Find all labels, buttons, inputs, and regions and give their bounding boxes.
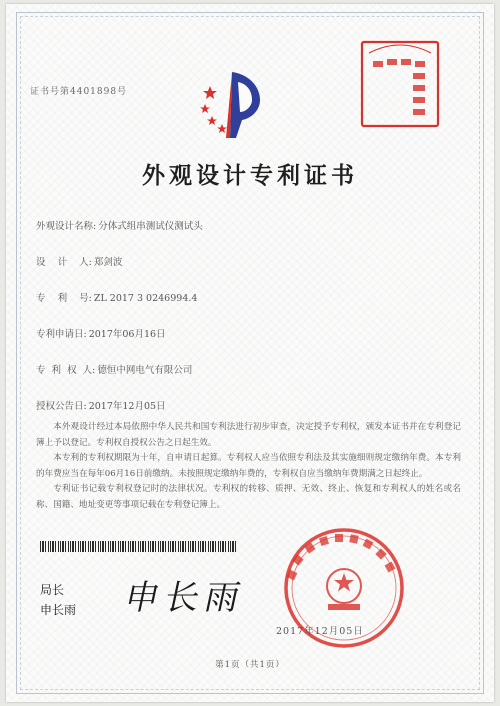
grant-date-row [36, 398, 166, 412]
designer-row [36, 254, 122, 268]
filing-date-value: 2017年06月16日 [88, 329, 166, 340]
director-name: 申长雨 [40, 603, 77, 617]
designer-value: 郑剑波 [93, 257, 123, 268]
patentee-label: 专 利 权 人: [36, 365, 96, 376]
body-paragraph-2: 本专利的专利权期限为十年，自申请日起算。专利权人应当依照专利法及其实施细则规定缴纳年费。本专利的年费应当在每年06月16日前缴纳。未按照规定缴纳年费的，专利权自应当缴纳年费期满之日起终止。 [36, 453, 461, 479]
filing-date-row [36, 326, 166, 340]
patent-number-value: ZL 2017 3 0246994.4 [93, 293, 198, 304]
designer-label: 设 计 人: [36, 257, 92, 268]
certificate-number: 证书号第4401898号 [30, 87, 128, 97]
patent-special-seal-icon [359, 39, 441, 129]
body-paragraph-3: 专利证书记载专利权登记时的法律状况。专利权的转移、质押、无效、终止、恢复和专利权人的姓名或名称、国籍、地址变更等事项记载在专利登记簿上。 [36, 484, 461, 510]
patentee-row [36, 362, 192, 376]
director-signature: 申长雨 [121, 578, 250, 618]
patent-number-row [36, 290, 197, 304]
grant-date-value: 2017年12月05日 [88, 401, 166, 412]
design-name-label: 外观设计名称: [36, 221, 97, 232]
page-footer: 第1页（共1页） [215, 660, 285, 670]
patent-number-label: 专 利 号: [36, 293, 92, 304]
design-name-value: 分体式组串测试仪测试头 [98, 221, 203, 232]
barcode [40, 541, 238, 552]
sipo-logo-icon [196, 64, 276, 144]
certificate-page [6, 4, 494, 702]
grant-date-label: 授权公告日: [36, 401, 87, 412]
issue-date: 2017年12月05日 [276, 626, 364, 637]
director-title: 局长 [40, 583, 65, 597]
director-block [40, 580, 76, 620]
design-name-row [36, 218, 203, 232]
patentee-value: 德恒中网电气有限公司 [97, 365, 193, 376]
body-paragraph-1: 本外观设计经过本局依照中华人民共和国专利法进行初步审查，决定授予专利权，颁发本证书并在专利登记簿上予以登记。专利权自授权公告之日起生效。 [36, 422, 461, 448]
certificate-title: 外观设计专利证书 [142, 163, 358, 189]
certificate-body [36, 420, 461, 513]
filing-date-label: 专利申请日: [36, 329, 87, 340]
